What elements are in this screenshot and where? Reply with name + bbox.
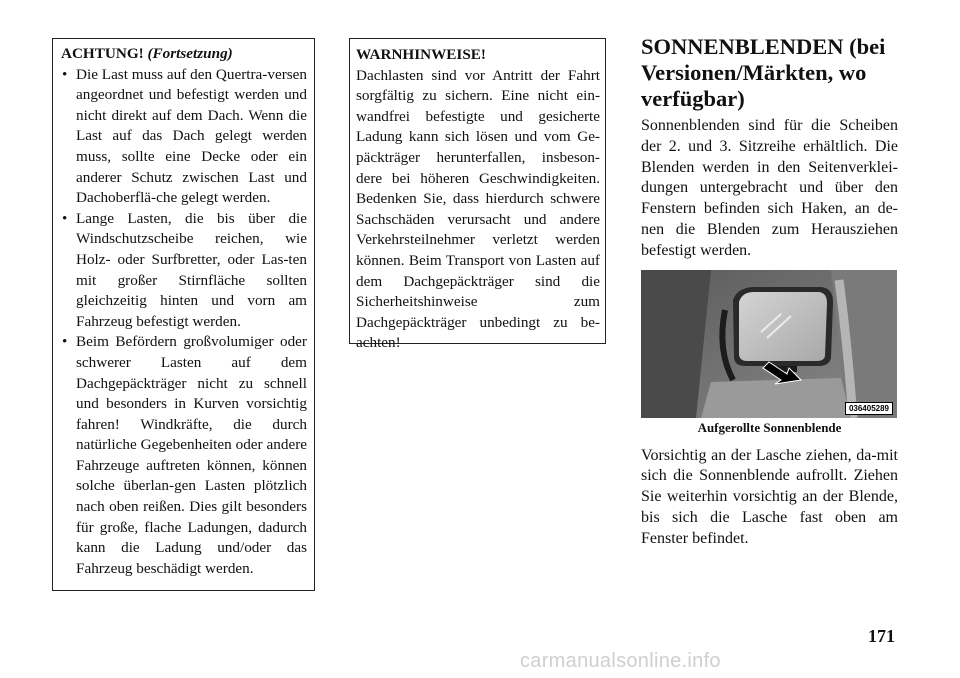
sunshade-photo — [641, 270, 897, 418]
warning-box-continued — [52, 38, 315, 591]
warning-notes-body: Dachlasten sind vor Antritt der Fahrt sorgfältig zu sichern. Eine nicht ein-wandfrei befestigte und gesicherte Ladung kann sich lösen und vom Ge-päckträger herunterfallen, insbeson-dere bei höheren Geschwindigkeiten. Bedenken Sie, dass hierdurch schwere Sachschäden verursacht und andere Verkehrsteilnehmer verletzt werden können. Beim Transport von Lasten auf dem Dachgepäckträger sind die Sicherheitshinweise zum Dachgepäckträger unbedingt zu be-achten! — [356, 66, 600, 352]
warning-bullet-list — [61, 65, 307, 580]
warning-bullet: • Die Last muss auf den Quertra-versen angeordnet und befestigt werden und nicht direkt auf dem Dach. Wenn die Last auf das Dach gelegt werden muss, sollte eine Decke oder ein anderer Schutz zwischen Last und Dachoberflä-che gelegt werden. — [61, 65, 307, 209]
page-number: 171 — [868, 626, 895, 646]
section-intro: Sonnenblenden sind für die Scheiben der 2. und 3. Sitzreihe erhältlich. Die Blenden werden in den Seitenverklei-dungen untergebracht und über den Fenstern befinden sich Haken, an de-nen die Blenden zum Herausziehen befestigt werden. — [641, 117, 898, 259]
watermark: carmanualsonline.info — [520, 650, 721, 672]
warning-heading: ACHTUNG! (Fortsetzung) — [61, 45, 233, 62]
figure-caption: Aufgerollte Sonnenblende — [697, 419, 842, 435]
figure-code-label: 036405289 — [845, 402, 893, 415]
sunshade-illustration — [641, 270, 897, 418]
section-instructions: Vorsichtig an der Lasche ziehen, da-mit sich die Sonnenblende aufrollt. Ziehen Sie weiterhin vorsichtig an der Blende, bis sich die Lasche fast oben am Fenster befindet. — [641, 446, 898, 547]
warning-notes-box — [349, 38, 606, 352]
sunshade-section — [641, 34, 898, 550]
section-title: SONNENBLENDEN (bei Versionen/Märkten, wo verfügbar) — [641, 34, 886, 111]
warning-bullet: • Beim Befördern großvolumiger oder schwerer Lasten auf dem Dachgepäckträger nicht zu schnell und besonders in Kurven vorsichtig fahren! Windkräfte, die durch natürliche Gegebenheiten oder andere Fahrzeuge auftreten können, können solche überlan-gen Lasten plötzlich nach oben reißen. Dies gilt besonders für große, flache Ladungen, dadurch kann die Ladung und/oder das Fahrzeug beschädigt werden. — [61, 332, 307, 579]
warning-bullet: • Lange Lasten, die bis über die Windschutzscheibe reichen, wie Holz- oder Surfbretter, oder Las-ten mit großer Stirnfläche sollten gleichzeitig hinten und vorn am Fahrzeug befestigt werden. — [61, 209, 307, 333]
warning-notes-heading: WARNHINWEISE! — [356, 46, 486, 63]
